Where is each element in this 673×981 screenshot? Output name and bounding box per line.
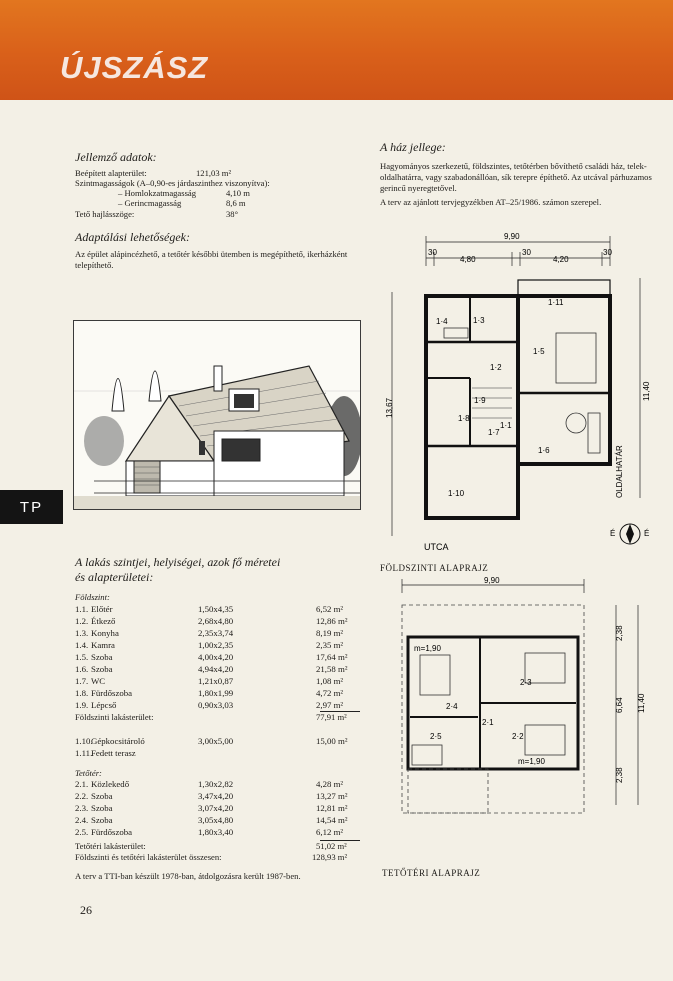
ground-area: 1,08 m² [316,676,344,686]
attic-area: 14,54 m² [316,815,348,825]
house-illustration [73,320,361,510]
room-1-8: 1·8 [458,414,470,423]
ground-no: 1.9. [75,700,89,710]
ground-area: 8,19 m² [316,628,344,638]
room-1-1: 1·1 [500,421,512,430]
attic-area: 6,12 m² [316,827,344,837]
ground-area: 21,58 m² [316,664,348,674]
ground-name: Fürdőszoba [91,688,133,698]
attic-dim: 1,30x2,82 [198,779,234,789]
room-2-2: 2·2 [512,732,524,741]
room-2-5: 2·5 [430,732,442,741]
attic-no: 2.4. [75,815,89,825]
ground-no: 1.6. [75,664,89,674]
ground-name: Kamra [91,640,115,650]
ground-no: 1.5. [75,652,89,662]
attic-plan-label: TETŐTÉRI ALAPRAJZ [382,868,481,878]
extra-name: Fedett terasz [91,748,136,758]
extra-row [75,748,360,760]
ground-name: WC [91,676,106,686]
attic-plan [380,575,670,865]
ridge-label: – Gerincmagasság [118,198,182,208]
extra-row [75,736,360,748]
ground-no: 1.1. [75,604,89,614]
roof-label: Tető hajlásszöge: [75,209,135,219]
attic-no: 2.2. [75,791,89,801]
attic-dim-r4: 11,40 [637,693,646,713]
built-area-value: 121,03 m² [196,168,232,178]
ground-dim: 1,21x0,87 [198,676,234,686]
ground-area: 2,35 m² [316,640,344,650]
ground-floor-title: Földszint: [75,592,110,602]
ground-name: Lépcső [91,700,117,710]
character-text: Hagyományos szerkezetű, földszintes, tetőtérben bővíthető családi ház, telek-oldalhatárra, vagy szabadonállóan, sík terepre építhető. Az utcával párhuzamos gerincű nyeregtetővel. [380,161,652,193]
ground-dim: 4,94x4,20 [198,664,234,674]
room-1-10: 1·10 [448,489,465,498]
facade-label: – Homlokzatmagasság [118,188,197,198]
compass-s: É [644,529,650,538]
grand-total-value: 128,93 m² [312,852,348,862]
page-title: ÚJSZÁSZ [60,50,209,85]
side-label: OLDALHATÁR [615,445,624,498]
attic-name: Szoba [91,815,113,825]
adaptation-text: Az épület alápincézhető, a tetőtér későbbi ütemben is megépíthető, ikerházként telepíthető. [75,249,348,270]
dim-e: 30 [603,248,612,257]
ground-name: Étkező [91,616,116,626]
room-1-5: 1·5 [533,347,545,356]
ground-row [75,640,360,652]
extra-area: 15,00 m² [316,736,348,746]
room-2-1: 2·1 [482,718,494,727]
attic-dim-r2: 6,64 [615,697,624,713]
character-title: A ház jellege: [380,140,446,154]
attic-title: Tetőtér: [75,768,102,778]
rooms-title-2: és alapterületei: [75,570,154,584]
ground-name: Előtér [91,604,113,614]
attic-total-value: 51,02 m² [316,841,347,851]
dim-a: 30 [428,248,437,257]
grand-total-label: Földszinti és tetőtéri lakásterület összesen: [75,852,222,862]
ground-dim: 1,50x4,35 [198,604,234,614]
ground-row [75,628,360,640]
dim-d: 4,20 [553,255,569,264]
street-label: UTCA [424,542,449,552]
attic-name: Közlekedő [91,779,130,789]
extra-name: Gépkocsitároló [91,736,145,746]
ground-no: 1.2. [75,616,89,626]
attic-row [75,779,360,791]
attic-dim: 1,80x3,40 [198,827,234,837]
attic-dim-r1: 2,38 [615,625,624,641]
attic-area: 12,81 m² [316,803,348,813]
ground-total-label: Földszinti lakásterület: [75,712,154,722]
ground-no: 1.3. [75,628,89,638]
attic-dim: 3,47x4,20 [198,791,234,801]
room-2-4: 2·4 [446,702,458,711]
ground-row [75,700,360,712]
ground-no: 1.8. [75,688,89,698]
room-1-2: 1·2 [490,363,502,372]
room-1-6: 1·6 [538,446,550,455]
attic-area: 4,28 m² [316,779,344,789]
ground-floor-plan [378,228,668,568]
page-number: 26 [80,903,92,917]
design-note: A terv a TTI-ban készült 1978-ban, átdolgozásra került 1987-ben. [75,871,301,881]
ground-dim: 4,00x4,20 [198,652,234,662]
compass-n: É [610,529,616,538]
attic-row [75,803,360,815]
facade-value: 4,10 m [226,188,250,198]
attic-dim-total: 9,90 [484,576,500,585]
ground-dim: 2,68x4,80 [198,616,234,626]
extra-dim: 3,00x5,00 [198,736,234,746]
attic-name: Fürdőszoba [91,827,133,837]
attic-row [75,791,360,803]
room-1-3: 1·3 [473,316,485,325]
ground-name: Szoba [91,664,113,674]
dim-height: 13,67 [385,397,394,418]
dim-c: 30 [522,248,531,257]
roof-value: 38° [226,209,239,219]
level-label: Szintmagasságok (A–0,90-es járdaszinthez viszonyítva): [75,178,270,188]
ground-total-value: 77,91 m² [316,712,347,722]
character-text-2: A terv az ajánlott tervjegyzékben AT–25/1986. számon szerepel. [380,197,602,207]
ground-floor-table [75,604,360,712]
attic-area: 13,27 m² [316,791,348,801]
ground-no: 1.7. [75,676,89,686]
attic-name: Szoba [91,791,113,801]
ground-row [75,604,360,616]
attic-dim-r3: 2,38 [615,767,624,783]
extra-no: 1.10. [75,736,93,746]
attic-m2: m=1,90 [518,757,545,766]
attic-no: 2.5. [75,827,89,837]
ground-row [75,664,360,676]
room-2-3: 2·3 [520,678,532,687]
built-area-label: Beépített alapterület: [75,168,147,178]
attic-total-label: Tetőtéri lakásterület: [75,841,146,851]
extra-table [75,736,360,760]
ground-row [75,652,360,664]
ground-row [75,616,360,628]
ground-dim: 1,80x1,99 [198,688,234,698]
attic-m1: m=1,90 [414,644,441,653]
attic-row [75,827,360,839]
attic-table [75,779,360,839]
ground-area: 12,86 m² [316,616,348,626]
ground-row [75,688,360,700]
ground-area: 6,52 m² [316,604,344,614]
room-1-11: 1·11 [548,298,564,307]
dim-right: 11,40 [642,381,651,401]
room-1-4: 1·4 [436,317,448,326]
attic-dim: 3,05x4,80 [198,815,234,825]
ground-dim: 1,00x2,35 [198,640,234,650]
attic-no: 2.1. [75,779,89,789]
ground-area: 4,72 m² [316,688,344,698]
ground-plan-label: FÖLDSZINTI ALAPRAJZ [380,563,489,573]
ground-name: Szoba [91,652,113,662]
ground-no: 1.4. [75,640,89,650]
attic-dim: 3,07x4,20 [198,803,234,813]
ground-name: Konyha [91,628,119,638]
dim-total: 9,90 [504,232,520,241]
attic-no: 2.3. [75,803,89,813]
ground-row [75,676,360,688]
tp-tab: TP [0,490,63,524]
attic-name: Szoba [91,803,113,813]
attic-row [75,815,360,827]
ground-dim: 2,35x3,74 [198,628,234,638]
ground-area: 17,64 m² [316,652,348,662]
ridge-value: 8,6 m [226,198,246,208]
room-1-9: 1·9 [474,396,486,405]
rooms-title: A lakás szintjei, helyiségei, azok fő méretei [75,555,281,569]
header-banner [0,0,673,100]
ground-dim: 0,90x3,03 [198,700,234,710]
extra-no: 1.11. [75,748,93,758]
dim-b: 4,80 [460,255,476,264]
ground-area: 2,97 m² [316,700,344,710]
room-1-7: 1·7 [488,428,500,437]
adaptation-title: Adaptálási lehetőségek: [75,230,190,244]
features-title: Jellemző adatok: [75,150,157,164]
